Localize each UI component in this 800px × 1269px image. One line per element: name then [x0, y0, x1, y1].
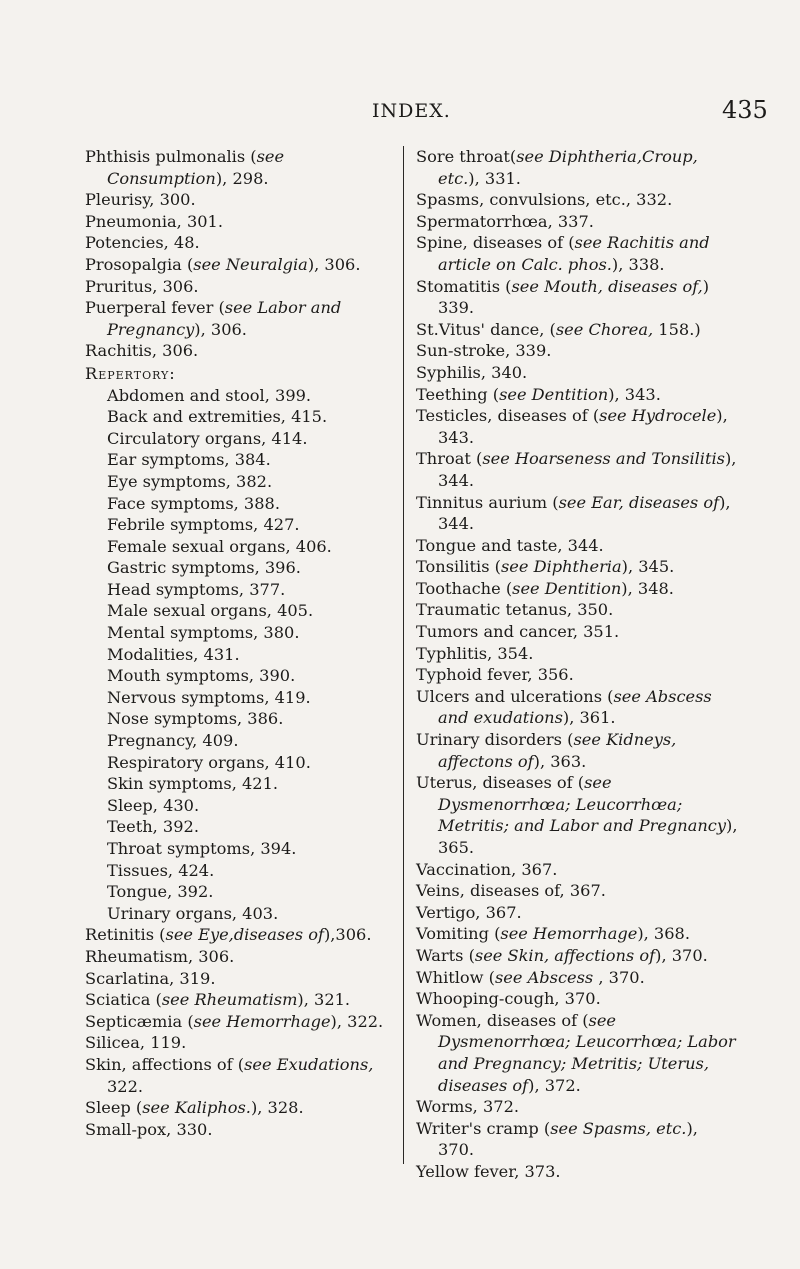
entry-text: Throat symptoms, 394. [107, 839, 297, 858]
entry-text: Vaccination, 367. [416, 859, 558, 879]
entry-text: Vomiting ( [416, 924, 501, 944]
index-entry [85, 1011, 395, 1033]
entry-text: Sciatica ( [85, 990, 162, 1010]
entry-text: Head symptoms, 377. [107, 579, 286, 599]
index-entry [85, 189, 395, 211]
entry-text: Male sexual organs, 405. [107, 601, 314, 621]
index-subentry [85, 385, 395, 407]
index-entry [416, 232, 738, 275]
index-entry [416, 384, 738, 406]
entry-text: St.Vitus' dance, ( [416, 319, 556, 339]
entry-text: Sun-stroke, 339. [416, 341, 552, 361]
index-entry [416, 923, 738, 945]
index-entry [85, 254, 395, 276]
entry-text: Tumors and cancer, 351. [416, 622, 620, 642]
index-entry [416, 492, 738, 535]
index-subentry [85, 860, 395, 882]
entry-text: Tonsilitis ( [416, 557, 501, 577]
index-entry [85, 968, 395, 990]
index-subentry [85, 622, 395, 644]
entry-text: Retinitis ( [85, 925, 166, 945]
index-entry [416, 319, 738, 341]
entry-text: Urinary organs, 403. [107, 903, 279, 923]
entry-text: Gastric symptoms, 396. [107, 558, 301, 578]
entry-text: Nose symptoms, 386. [107, 709, 284, 729]
entry-page-ref: ), 343. [438, 406, 728, 447]
index-subentry [85, 773, 395, 795]
index-entry [416, 578, 738, 600]
entry-cross-reference: see Diphtheria,Croup, etc. [438, 147, 698, 188]
entry-cross-reference: see Dysmenorrhœa; Leucorrhœa; Metritis; and Labor and Pregnancy [438, 773, 727, 836]
entry-cross-reference: see Abscess and exudations [438, 686, 712, 728]
page-number: 435 [722, 96, 768, 124]
index-entry [416, 1096, 738, 1118]
index-entry [416, 211, 738, 233]
entry-page-ref: 158.) [653, 319, 701, 339]
index-subentry [85, 665, 395, 687]
entry-page-ref: ), 368. [637, 924, 690, 944]
index-subentry [85, 795, 395, 817]
entry-text: Urinary disorders ( [416, 730, 574, 750]
index-subentry [85, 730, 395, 752]
entry-cross-reference: see Neuralgia [193, 254, 308, 274]
index-entry [416, 643, 738, 665]
entry-text: Syphilis, 340. [416, 362, 528, 382]
entry-cross-reference: see Rachitis and article on Calc. phos. [438, 233, 710, 274]
entry-text: Throat ( [416, 449, 483, 469]
entry-text: Female sexual organs, 406. [107, 536, 332, 556]
index-entry [416, 276, 738, 319]
index-entry [416, 664, 738, 686]
index-entry [85, 1032, 395, 1054]
entry-cross-reference: see Dysmenorrhœa; Leucorrhœa; Labor and Pregnancy; Metritis; Uterus, diseases of [438, 1010, 736, 1095]
entry-page-ref: ), 370. [438, 1118, 698, 1160]
entry-cross-reference: see Hydrocele [599, 406, 717, 426]
entry-text: Traumatic tetanus, 350. [416, 600, 614, 620]
entry-text: Tongue and taste, 344. [416, 535, 604, 555]
entry-cross-reference: see Exudations, [244, 1054, 374, 1074]
column-divider [403, 146, 404, 1164]
index-entry [416, 189, 738, 211]
entry-text: Abdomen and stool, 399. [107, 385, 312, 405]
entry-text: Tissues, 424. [107, 860, 215, 880]
index-entry [416, 448, 738, 491]
index-entry [416, 1118, 738, 1161]
index-subentry [85, 514, 395, 536]
index-entry [85, 1054, 395, 1097]
entry-text: Teeth, 392. [107, 817, 199, 837]
index-entry [416, 535, 738, 557]
entry-text: Testicles, diseases of ( [416, 406, 600, 426]
entry-text: Veins, diseases of, 367. [416, 881, 606, 901]
index-entry [416, 1010, 738, 1096]
entry-text: Pleurisy, 300. [85, 190, 196, 210]
entry-text: Potencies, 48. [85, 233, 200, 253]
index-entry [85, 276, 395, 298]
index-section-heading [85, 363, 395, 385]
index-subentry [85, 493, 395, 515]
entry-text: Circulatory organs, 414. [107, 428, 308, 448]
entry-cross-reference: see Ear, diseases of [558, 492, 720, 512]
entry-page-ref: ), 370. [655, 945, 708, 965]
index-entry [416, 1161, 738, 1183]
entry-text: Rachitis, 306. [85, 341, 199, 361]
entry-text: Mental symptoms, 380. [107, 623, 300, 643]
index-entry [416, 945, 738, 967]
index-subentry [85, 579, 395, 601]
index-entry [85, 211, 395, 233]
index-entry [416, 988, 738, 1010]
entry-text: Typhoid fever, 356. [416, 665, 574, 685]
entry-text: Vertigo, 367. [416, 902, 522, 922]
entry-page-ref: ), 361. [562, 708, 616, 728]
index-entry [85, 989, 395, 1011]
entry-page-ref: ), 372. [528, 1075, 581, 1095]
entry-text: Uterus, diseases of ( [416, 773, 585, 793]
index-subentry [85, 406, 395, 428]
entry-page-ref: ), 321. [297, 990, 351, 1010]
entry-cross-reference: see Hoarseness and Tonsilitis [482, 449, 725, 469]
index-subentry [85, 449, 395, 471]
entry-text: Spasms, convulsions, etc., 332. [416, 190, 673, 210]
entry-text: Phthisis pulmonalis ( [85, 147, 257, 166]
entry-text: Typhlitis, 354. [416, 643, 534, 663]
entry-cross-reference: see Skin, affections of [474, 945, 656, 965]
entry-cross-reference: see Kidneys, affectons of [438, 730, 677, 771]
index-entry [416, 556, 738, 578]
entry-text: Febrile symptoms, 427. [107, 515, 300, 535]
index-subentry [85, 838, 395, 860]
entry-text: Scarlatina, 319. [85, 968, 216, 988]
entry-cross-reference: see Diphtheria [501, 557, 622, 577]
entry-cross-reference: see Eye,diseases of [165, 925, 324, 945]
entry-text: Skin symptoms, 421. [107, 774, 279, 794]
entry-cross-reference: see Consumption [107, 147, 285, 188]
index-entry [85, 1119, 395, 1141]
entry-text: Mouth symptoms, 390. [107, 666, 296, 686]
index-entry [416, 362, 738, 384]
entry-text: Skin, affections of ( [85, 1054, 245, 1074]
index-subentry [85, 600, 395, 622]
index-entry [85, 232, 395, 254]
entry-cross-reference: see Abscess [495, 967, 594, 987]
index-entry [416, 902, 738, 924]
entry-text: Ear symptoms, 384. [107, 450, 271, 470]
entry-text: Pregnancy, 409. [107, 731, 239, 751]
entry-text: Ulcers and ulcerations ( [416, 686, 614, 706]
index-subentry [85, 644, 395, 666]
entry-text: Prosopalgia ( [85, 254, 194, 274]
entry-text: Nervous symptoms, 419. [107, 687, 311, 707]
entry-text: Yellow fever, 373. [416, 1161, 561, 1181]
entry-page-ref: ), 338. [611, 254, 665, 274]
index-entry [85, 146, 395, 189]
index-column-right [416, 146, 738, 1183]
index-subentry [85, 471, 395, 493]
entry-cross-reference: see Dentition [499, 384, 609, 404]
entry-page-ref: , 370. [593, 967, 645, 987]
index-entry [416, 880, 738, 902]
index-entry [416, 729, 738, 772]
index-subentry [85, 752, 395, 774]
entry-text: Spine, diseases of ( [416, 233, 575, 253]
index-entry [416, 772, 738, 858]
index-subentry [85, 816, 395, 838]
entry-text: Back and extremities, 415. [107, 407, 328, 427]
entry-text: Worms, 372. [416, 1097, 520, 1117]
index-entry [416, 599, 738, 621]
entry-page-ref: ) 339. [438, 276, 710, 318]
page-title: INDEX. [372, 100, 451, 122]
entry-page-ref: ), 298. [215, 168, 269, 188]
entry-page-ref: ), 363. [533, 751, 587, 771]
entry-text: Face symptoms, 388. [107, 493, 280, 513]
entry-cross-reference: see Spasms, etc. [550, 1118, 687, 1138]
entry-page-ref: ), 365. [438, 816, 738, 857]
entry-text: Sleep ( [85, 1098, 143, 1118]
index-subentry [85, 903, 395, 925]
entry-text: Pruritus, 306. [85, 276, 199, 296]
entry-text: Repertory: [85, 363, 176, 383]
index-entry [416, 967, 738, 989]
entry-text: Whooping-cough, 370. [416, 989, 601, 1009]
entry-text: Rheumatism, 306. [85, 946, 235, 966]
index-subentry [85, 428, 395, 450]
entry-page-ref: ), 306. [307, 254, 361, 274]
entry-page-ref: ),306. [323, 925, 372, 945]
entry-text: Stomatitis ( [416, 276, 512, 296]
index-subentry [85, 687, 395, 709]
entry-text: Whitlow ( [416, 967, 495, 987]
index-subentry [85, 708, 395, 730]
entry-text: Eye symptoms, 382. [107, 471, 273, 491]
index-entry [85, 297, 395, 340]
entry-text: Warts ( [416, 945, 475, 965]
entry-text: Puerperal fever ( [85, 298, 225, 318]
index-entry [416, 859, 738, 881]
entry-page-ref: ), 328. [250, 1098, 304, 1118]
entry-text: Spermatorrhœa, 337. [416, 211, 594, 231]
index-subentry [85, 557, 395, 579]
page-header [0, 96, 800, 140]
entry-text: Writer's cramp ( [416, 1118, 551, 1138]
entry-cross-reference: see Hemorrhage [193, 1011, 331, 1031]
entry-cross-reference: see Rheumatism [161, 990, 298, 1010]
entry-text: Tongue, 392. [107, 882, 214, 902]
entry-cross-reference: see Mouth, diseases of, [511, 276, 703, 296]
entry-page-ref: ), 322. [330, 1011, 384, 1031]
entry-page-ref: ), 344. [438, 449, 737, 490]
entry-text: Modalities, 431. [107, 644, 240, 664]
entry-text: Women, diseases of ( [416, 1010, 589, 1030]
index-entry [85, 340, 395, 362]
entry-text: Tinnitus aurium ( [416, 492, 559, 512]
entry-text: Silicea, 119. [85, 1033, 187, 1053]
entry-page-ref: ), 331. [468, 168, 521, 188]
index-entry [416, 146, 738, 189]
entry-cross-reference: see Hemorrhage [500, 924, 638, 944]
entry-text: Small-pox, 330. [85, 1119, 213, 1139]
index-subentry [85, 536, 395, 558]
entry-cross-reference: see Labor and Pregnancy [107, 298, 342, 339]
entry-page-ref: ), 344. [438, 492, 731, 534]
index-subentry [85, 881, 395, 903]
entry-text: Septicæmia ( [85, 1011, 194, 1031]
entry-text: Sore throat( [416, 147, 517, 166]
entry-page-ref: ), 306. [194, 319, 247, 339]
index-entry [85, 924, 395, 946]
entry-text: Respiratory organs, 410. [107, 752, 311, 772]
index-column-left [85, 146, 395, 1140]
entry-cross-reference: see Kaliphos. [142, 1098, 251, 1118]
index-entry [416, 686, 738, 729]
entry-page-ref: 322. [107, 1076, 144, 1096]
entry-cross-reference: see Chorea, [555, 319, 654, 339]
entry-page-ref: ), 345. [621, 557, 675, 577]
entry-text: Teething ( [416, 384, 500, 404]
index-entry [416, 621, 738, 643]
entry-page-ref: ), 348. [621, 578, 674, 598]
entry-text: Sleep, 430. [107, 795, 200, 815]
entry-cross-reference: see Dentition [512, 578, 622, 598]
index-entry [85, 946, 395, 968]
index-entry [416, 340, 738, 362]
index-entry [416, 405, 738, 448]
entry-text: Toothache ( [416, 578, 513, 598]
index-entry [85, 1097, 395, 1119]
entry-page-ref: ), 343. [608, 384, 661, 404]
entry-text: Pneumonia, 301. [85, 211, 224, 231]
